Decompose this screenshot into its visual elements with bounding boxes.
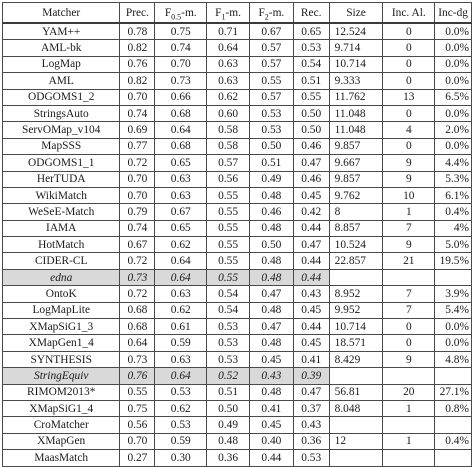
precision-value: 0.70 xyxy=(120,187,155,203)
table-row xyxy=(3,319,472,335)
incoherent-alignments-value: 9 xyxy=(383,155,435,171)
incoherence-degree-value: 0.0% xyxy=(435,105,472,121)
recall-value: 0.46 xyxy=(293,138,329,154)
header-f05-measure: $F_{0.5}-m$. xyxy=(155,3,207,24)
incoherent-alignments-value: 10 xyxy=(383,187,435,203)
f2-value: 0.53 xyxy=(249,122,293,138)
incoherence-degree-value: 19.5% xyxy=(435,253,472,269)
size-value: 10.524 xyxy=(329,237,383,253)
table-row xyxy=(3,122,472,138)
f1-value: 0.71 xyxy=(207,23,250,40)
recall-value: 0.53 xyxy=(293,450,329,466)
size-value: 22.857 xyxy=(329,253,383,269)
matcher-name: YAM++ xyxy=(3,23,120,40)
header-recall: Rec. xyxy=(293,3,329,24)
matcher-name: WikiMatch xyxy=(3,187,120,203)
f2-value: 0.46 xyxy=(249,204,293,220)
matcher-name: XMapSiG1_3 xyxy=(3,319,120,335)
incoherent-alignments-value: 0 xyxy=(383,56,435,72)
header-matcher: Matcher xyxy=(3,3,120,24)
f05-value: 0.64 xyxy=(155,368,207,384)
f1-value: 0.56 xyxy=(207,171,250,187)
f1-value: 0.36 xyxy=(207,450,250,466)
f05-value: 0.53 xyxy=(155,384,207,400)
f2-value: 0.57 xyxy=(249,40,293,56)
recall-value: 0.47 xyxy=(293,155,329,171)
incoherence-degree-value: 0.4% xyxy=(435,204,472,220)
size-value xyxy=(329,417,383,433)
incoherence-degree-value: 0.0% xyxy=(435,335,472,351)
precision-value: 0.55 xyxy=(120,384,155,400)
f1-value: 0.55 xyxy=(207,269,250,285)
matcher-name: ODGOMS1_1 xyxy=(3,155,120,171)
table-row xyxy=(3,73,472,89)
f05-value: 0.67 xyxy=(155,204,207,220)
size-value: 9.667 xyxy=(329,155,383,171)
incoherent-alignments-value xyxy=(383,368,435,384)
size-value: 9.857 xyxy=(329,171,383,187)
recall-value: 0.44 xyxy=(293,319,329,335)
incoherent-alignments-value: 1 xyxy=(383,400,435,416)
precision-value: 0.69 xyxy=(120,122,155,138)
precision-value: 0.76 xyxy=(120,56,155,72)
f1-value: 0.55 xyxy=(207,220,250,236)
f1-value: 0.62 xyxy=(207,89,250,105)
table-row xyxy=(3,302,472,318)
precision-value: 0.73 xyxy=(120,269,155,285)
matcher-name: edna xyxy=(3,269,120,285)
incoherent-alignments-value: 7 xyxy=(383,302,435,318)
header-precision: Prec. xyxy=(120,3,155,24)
table-row xyxy=(3,171,472,187)
matcher-name: XMapGen xyxy=(3,433,120,449)
f1-value: 0.63 xyxy=(207,56,250,72)
incoherent-alignments-value: 7 xyxy=(383,220,435,236)
recall-value: 0.37 xyxy=(293,400,329,416)
f05-value: 0.63 xyxy=(155,187,207,203)
f05-value: 0.64 xyxy=(155,269,207,285)
precision-value: 0.74 xyxy=(120,105,155,121)
matcher-name: XMapGen1_4 xyxy=(3,335,120,351)
table-row xyxy=(3,417,472,433)
size-value: 8.429 xyxy=(329,351,383,367)
incoherence-degree-value xyxy=(435,269,472,285)
f05-value: 0.63 xyxy=(155,351,207,367)
size-value: 9.714 xyxy=(329,40,383,56)
matcher-name: LogMap xyxy=(3,56,120,72)
size-value: 8.857 xyxy=(329,220,383,236)
f2-value: 0.57 xyxy=(249,89,293,105)
precision-value: 0.64 xyxy=(120,335,155,351)
recall-value: 0.44 xyxy=(293,220,329,236)
incoherent-alignments-value: 1 xyxy=(383,204,435,220)
precision-value: 0.70 xyxy=(120,171,155,187)
table-body xyxy=(3,23,472,466)
matcher-name: MaasMatch xyxy=(3,450,120,466)
table-row xyxy=(3,237,472,253)
precision-value: 0.56 xyxy=(120,417,155,433)
header-incoherent-alignments: Inc. Al. xyxy=(383,3,435,24)
results-table xyxy=(2,2,472,467)
matcher-name: StringsAuto xyxy=(3,105,120,121)
f1-value: 0.64 xyxy=(207,40,250,56)
table-row xyxy=(3,253,472,269)
header-f1-measure: $F_1-m$. xyxy=(207,3,250,24)
f2-value: 0.48 xyxy=(249,253,293,269)
size-value: 8 xyxy=(329,204,383,220)
table-row xyxy=(3,351,472,367)
incoherence-degree-value: 0.0% xyxy=(435,138,472,154)
size-value: 10.714 xyxy=(329,56,383,72)
incoherent-alignments-value: 13 xyxy=(383,89,435,105)
f2-value: 0.48 xyxy=(249,269,293,285)
incoherent-alignments-value xyxy=(383,269,435,285)
incoherence-degree-value: 2.0% xyxy=(435,122,472,138)
recall-value: 0.39 xyxy=(293,368,329,384)
recall-value: 0.47 xyxy=(293,384,329,400)
size-value: 12.524 xyxy=(329,23,383,40)
table-row xyxy=(3,384,472,400)
header-row xyxy=(3,3,472,24)
precision-value: 0.68 xyxy=(120,319,155,335)
size-value: 9.762 xyxy=(329,187,383,203)
incoherence-degree-value: 0.8% xyxy=(435,400,472,416)
incoherent-alignments-value: 0 xyxy=(383,105,435,121)
matcher-name: LogMapLite xyxy=(3,302,120,318)
precision-value: 0.78 xyxy=(120,23,155,40)
f2-value: 0.45 xyxy=(249,417,293,433)
results-table-container xyxy=(2,2,472,467)
precision-value: 0.75 xyxy=(120,400,155,416)
matcher-name: MapSSS xyxy=(3,138,120,154)
incoherent-alignments-value: 0 xyxy=(383,319,435,335)
f2-value: 0.53 xyxy=(249,105,293,121)
precision-value: 0.72 xyxy=(120,286,155,302)
size-value: 9.857 xyxy=(329,138,383,154)
size-value: 9.333 xyxy=(329,73,383,89)
size-value: 18.571 xyxy=(329,335,383,351)
table-row xyxy=(3,433,472,449)
f1-value: 0.58 xyxy=(207,122,250,138)
recall-value: 0.50 xyxy=(293,105,329,121)
f05-value: 0.66 xyxy=(155,89,207,105)
f05-value: 0.63 xyxy=(155,171,207,187)
recall-value: 0.42 xyxy=(293,204,329,220)
incoherence-degree-value: 5.3% xyxy=(435,171,472,187)
incoherence-degree-value: 4.4% xyxy=(435,155,472,171)
recall-value: 0.43 xyxy=(293,286,329,302)
f1-value: 0.55 xyxy=(207,237,250,253)
precision-value: 0.73 xyxy=(120,351,155,367)
incoherence-degree-value: 5.4% xyxy=(435,302,472,318)
incoherence-degree-value xyxy=(435,417,472,433)
f2-value: 0.48 xyxy=(249,302,293,318)
recall-value: 0.43 xyxy=(293,417,329,433)
size-value: 11.048 xyxy=(329,122,383,138)
matcher-name: AML xyxy=(3,73,120,89)
f05-value: 0.73 xyxy=(155,73,207,89)
incoherent-alignments-value: 9 xyxy=(383,237,435,253)
f1-value: 0.52 xyxy=(207,368,250,384)
f2-value: 0.48 xyxy=(249,384,293,400)
recall-value: 0.36 xyxy=(293,433,329,449)
precision-value: 0.77 xyxy=(120,138,155,154)
size-value: 10.714 xyxy=(329,319,383,335)
table-row xyxy=(3,138,472,154)
f2-value: 0.57 xyxy=(249,56,293,72)
matcher-name: RIMOM2013* xyxy=(3,384,120,400)
f2-value: 0.48 xyxy=(249,335,293,351)
table-row xyxy=(3,56,472,72)
recall-value: 0.51 xyxy=(293,73,329,89)
size-value: 12 xyxy=(329,433,383,449)
size-value xyxy=(329,269,383,285)
precision-value: 0.79 xyxy=(120,204,155,220)
baseline-row xyxy=(3,368,472,384)
f1-value: 0.50 xyxy=(207,400,250,416)
incoherent-alignments-value: 20 xyxy=(383,384,435,400)
f05-value: 0.68 xyxy=(155,138,207,154)
recall-value: 0.45 xyxy=(293,335,329,351)
incoherent-alignments-value: 7 xyxy=(383,286,435,302)
f2-value: 0.48 xyxy=(249,220,293,236)
f1-value: 0.55 xyxy=(207,253,250,269)
f05-value: 0.68 xyxy=(155,105,207,121)
baseline-row xyxy=(3,269,472,285)
incoherent-alignments-value xyxy=(383,417,435,433)
f05-value: 0.64 xyxy=(155,122,207,138)
matcher-name: ODGOMS1_2 xyxy=(3,89,120,105)
f2-value: 0.50 xyxy=(249,237,293,253)
f1-value: 0.54 xyxy=(207,302,250,318)
f2-value: 0.44 xyxy=(249,450,293,466)
incoherence-degree-value xyxy=(435,368,472,384)
size-value: 9.952 xyxy=(329,302,383,318)
f1-value: 0.49 xyxy=(207,417,250,433)
precision-value: 0.72 xyxy=(120,155,155,171)
table-row xyxy=(3,220,472,236)
precision-value: 0.82 xyxy=(120,40,155,56)
table-row xyxy=(3,204,472,220)
precision-value: 0.76 xyxy=(120,368,155,384)
f05-value: 0.59 xyxy=(155,335,207,351)
incoherent-alignments-value: 0 xyxy=(383,73,435,89)
recall-value: 0.54 xyxy=(293,56,329,72)
incoherent-alignments-value: 0 xyxy=(383,335,435,351)
table-row xyxy=(3,286,472,302)
size-value: 11.762 xyxy=(329,89,383,105)
incoherence-degree-value: 0.0% xyxy=(435,56,472,72)
matcher-name: HerTUDA xyxy=(3,171,120,187)
f1-value: 0.63 xyxy=(207,73,250,89)
incoherence-degree-value: 0.0% xyxy=(435,319,472,335)
incoherence-degree-value: 27.1% xyxy=(435,384,472,400)
size-value: 8.048 xyxy=(329,400,383,416)
f05-value: 0.65 xyxy=(155,220,207,236)
incoherent-alignments-value: 1 xyxy=(383,433,435,449)
f2-value: 0.47 xyxy=(249,286,293,302)
precision-value: 0.27 xyxy=(120,450,155,466)
recall-value: 0.44 xyxy=(293,253,329,269)
incoherent-alignments-value: 9 xyxy=(383,351,435,367)
table-row xyxy=(3,335,472,351)
precision-value: 0.70 xyxy=(120,433,155,449)
recall-value: 0.53 xyxy=(293,40,329,56)
f2-value: 0.50 xyxy=(249,138,293,154)
table-row xyxy=(3,23,472,40)
f05-value: 0.70 xyxy=(155,56,207,72)
incoherence-degree-value: 3.9% xyxy=(435,286,472,302)
incoherence-degree-value: 0.4% xyxy=(435,433,472,449)
f1-value: 0.57 xyxy=(207,155,250,171)
f2-value: 0.47 xyxy=(249,319,293,335)
recall-value: 0.44 xyxy=(293,269,329,285)
matcher-name: CIDER-CL xyxy=(3,253,120,269)
f1-value: 0.53 xyxy=(207,351,250,367)
matcher-name: OntoK xyxy=(3,286,120,302)
header-size: Size xyxy=(329,3,383,24)
incoherence-degree-value: 4.8% xyxy=(435,351,472,367)
f05-value: 0.59 xyxy=(155,433,207,449)
f05-value: 0.64 xyxy=(155,253,207,269)
matcher-name: AML-bk xyxy=(3,40,120,56)
recall-value: 0.46 xyxy=(293,171,329,187)
f2-value: 0.40 xyxy=(249,433,293,449)
f05-value: 0.61 xyxy=(155,319,207,335)
precision-value: 0.72 xyxy=(120,253,155,269)
f2-value: 0.67 xyxy=(249,23,293,40)
incoherence-degree-value: 5.0% xyxy=(435,237,472,253)
incoherence-degree-value: 0.0% xyxy=(435,23,472,40)
incoherent-alignments-value: 0 xyxy=(383,40,435,56)
f2-value: 0.41 xyxy=(249,400,293,416)
incoherent-alignments-value: 0 xyxy=(383,138,435,154)
size-value: 11.048 xyxy=(329,105,383,121)
table-row xyxy=(3,187,472,203)
f1-value: 0.53 xyxy=(207,319,250,335)
recall-value: 0.55 xyxy=(293,89,329,105)
incoherence-degree-value: 6.1% xyxy=(435,187,472,203)
incoherence-degree-value: 4% xyxy=(435,220,472,236)
recall-value: 0.45 xyxy=(293,302,329,318)
f05-value: 0.62 xyxy=(155,302,207,318)
f2-value: 0.45 xyxy=(249,351,293,367)
f05-value: 0.30 xyxy=(155,450,207,466)
f2-value: 0.48 xyxy=(249,187,293,203)
matcher-name: XMapSiG1_4 xyxy=(3,400,120,416)
incoherence-degree-value: 0.0% xyxy=(435,40,472,56)
incoherent-alignments-value: 9 xyxy=(383,171,435,187)
f1-value: 0.54 xyxy=(207,286,250,302)
f05-value: 0.74 xyxy=(155,40,207,56)
incoherent-alignments-value: 21 xyxy=(383,253,435,269)
f1-value: 0.48 xyxy=(207,433,250,449)
f05-value: 0.63 xyxy=(155,286,207,302)
table-row xyxy=(3,400,472,416)
precision-value: 0.82 xyxy=(120,73,155,89)
incoherence-degree-value: 0.0% xyxy=(435,73,472,89)
matcher-name: IAMA xyxy=(3,220,120,236)
recall-value: 0.50 xyxy=(293,122,329,138)
matcher-name: SYNTHESIS xyxy=(3,351,120,367)
matcher-name: WeSeE-Match xyxy=(3,204,120,220)
table-row xyxy=(3,89,472,105)
matcher-name: HotMatch xyxy=(3,237,120,253)
f2-value: 0.49 xyxy=(249,171,293,187)
table-row xyxy=(3,155,472,171)
precision-value: 0.74 xyxy=(120,220,155,236)
precision-value: 0.70 xyxy=(120,89,155,105)
recall-value: 0.41 xyxy=(293,351,329,367)
f1-value: 0.55 xyxy=(207,187,250,203)
f2-value: 0.55 xyxy=(249,73,293,89)
incoherent-alignments-value: 4 xyxy=(383,122,435,138)
table-row xyxy=(3,105,472,121)
f1-value: 0.55 xyxy=(207,204,250,220)
f2-value: 0.51 xyxy=(249,155,293,171)
header-incoherence-degree: Inc-dg xyxy=(435,3,472,24)
precision-value: 0.68 xyxy=(120,302,155,318)
size-value xyxy=(329,368,383,384)
size-value: 8.952 xyxy=(329,286,383,302)
f05-value: 0.53 xyxy=(155,417,207,433)
f1-value: 0.60 xyxy=(207,105,250,121)
size-value: 56.81 xyxy=(329,384,383,400)
incoherent-alignments-value: 0 xyxy=(383,23,435,40)
header-f2-measure: $F_2-m$. xyxy=(249,3,293,24)
f2-value: 0.43 xyxy=(249,368,293,384)
f05-value: 0.62 xyxy=(155,400,207,416)
precision-value: 0.67 xyxy=(120,237,155,253)
f05-value: 0.65 xyxy=(155,155,207,171)
f05-value: 0.62 xyxy=(155,237,207,253)
f1-value: 0.58 xyxy=(207,138,250,154)
recall-value: 0.65 xyxy=(293,23,329,40)
f1-value: 0.51 xyxy=(207,384,250,400)
matcher-name: ServOMap_v104 xyxy=(3,122,120,138)
f1-value: 0.53 xyxy=(207,335,250,351)
recall-value: 0.47 xyxy=(293,237,329,253)
matcher-name: StringEquiv xyxy=(3,368,120,384)
incoherence-degree-value: 6.5% xyxy=(435,89,472,105)
f05-value: 0.75 xyxy=(155,23,207,40)
table-row xyxy=(3,40,472,56)
matcher-name: CroMatcher xyxy=(3,417,120,433)
recall-value: 0.45 xyxy=(293,187,329,203)
